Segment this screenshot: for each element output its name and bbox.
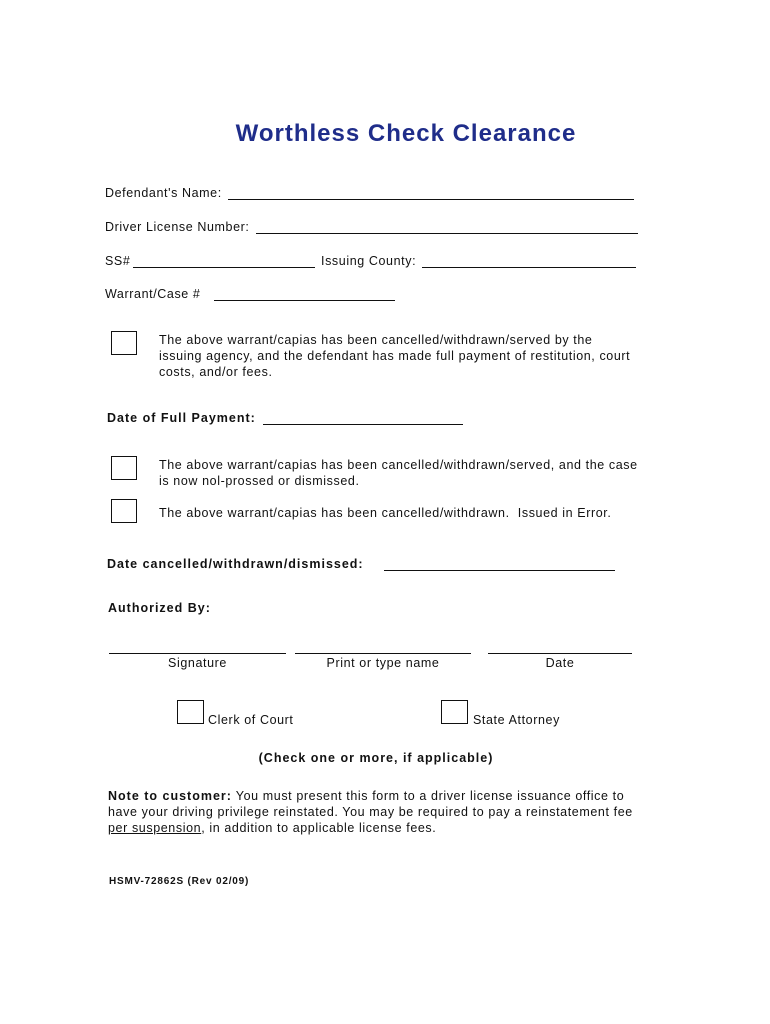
issuing-county-field[interactable] (422, 254, 636, 268)
signature-field[interactable] (109, 640, 286, 654)
warrant-case-field[interactable] (214, 287, 395, 301)
signature-date-field[interactable] (488, 640, 632, 654)
note-underlined: per suspension (108, 821, 202, 835)
clerk-of-court-checkbox[interactable] (177, 700, 204, 724)
issued-in-error-text: The above warrant/capias has been cancelled/withdrawn. Issued in Error. (159, 506, 612, 520)
print-name-field[interactable] (295, 640, 471, 654)
issued-in-error-checkbox[interactable] (111, 499, 137, 523)
driver-license-label: Driver License Number: (105, 220, 250, 234)
ss-field[interactable] (133, 254, 315, 268)
date-full-payment-field[interactable] (263, 411, 463, 425)
authorized-by-label: Authorized By: (108, 601, 211, 615)
date-cancelled-label: Date cancelled/withdrawn/dismissed: (107, 557, 364, 571)
print-name-label: Print or type name (326, 656, 440, 670)
note-text-1: You must present this form to a driver license issuance office to have your driving privilege reinstated. You may be required to pay a reinstatement fee (108, 789, 633, 819)
date-cancelled-field[interactable] (384, 557, 615, 571)
note-text-2: , in addition to applicable license fees. (201, 821, 437, 835)
check-one-note: (Check one or more, if applicable) (258, 751, 494, 765)
paid-restitution-text: The above warrant/capias has been cancelled/withdrawn/served by the issuing agency, and the defendant has made full payment of restitution, court costs, and/or fees. (159, 333, 631, 379)
note-label: Note to customer: (108, 789, 232, 803)
defendant-name-label: Defendant's Name: (105, 186, 222, 200)
driver-license-field[interactable] (256, 220, 638, 234)
note-to-customer (108, 788, 648, 836)
date-label: Date (545, 656, 575, 670)
state-attorney-label: State Attorney (473, 713, 560, 727)
signature-label: Signature (168, 656, 227, 670)
ss-label: SS# (105, 254, 131, 268)
nol-prossed-checkbox[interactable] (111, 456, 137, 480)
form-title: Worthless Check Clearance (235, 120, 577, 147)
warrant-case-label: Warrant/Case # (105, 287, 201, 301)
clerk-of-court-label: Clerk of Court (208, 713, 294, 727)
form-id: HSMV-72862S (Rev 02/09) (109, 876, 250, 887)
state-attorney-checkbox[interactable] (441, 700, 468, 724)
issuing-county-label: Issuing County: (321, 254, 417, 268)
nol-prossed-text: The above warrant/capias has been cancelled/withdrawn/served, and the case is now nol-prossed or dismissed. (159, 458, 638, 488)
defendant-name-field[interactable] (228, 186, 634, 200)
date-full-payment-label: Date of Full Payment: (107, 411, 256, 425)
paid-restitution-checkbox[interactable] (111, 331, 137, 355)
